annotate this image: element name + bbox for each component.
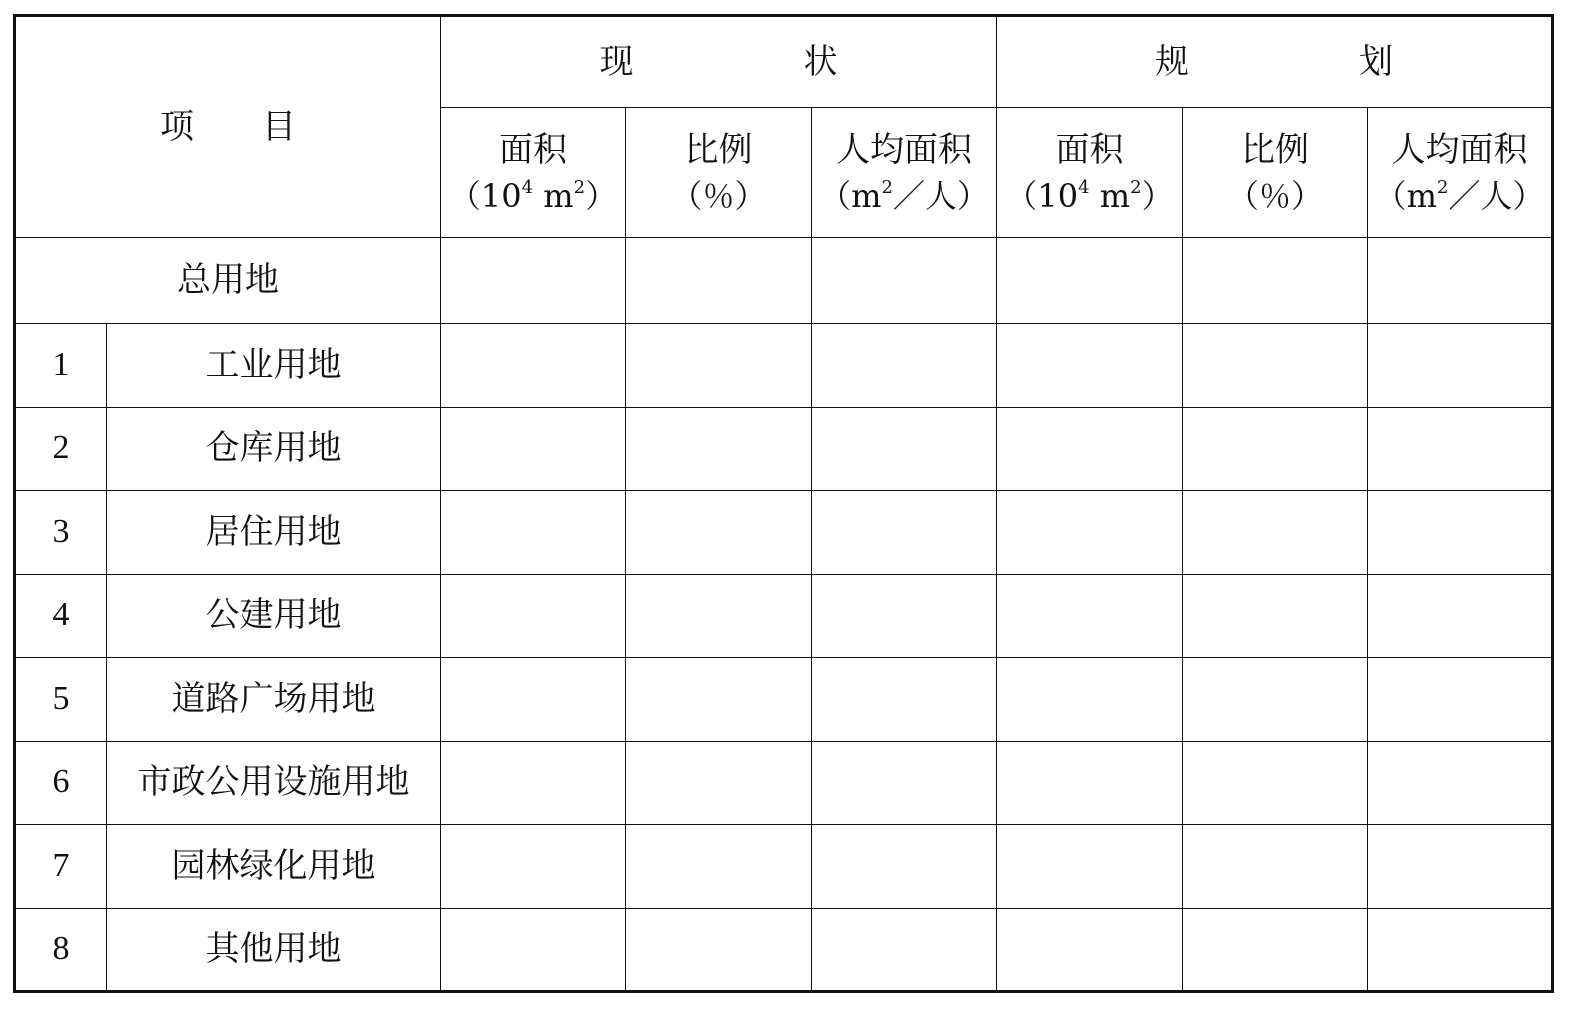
data-cell bbox=[812, 574, 997, 658]
land-use-table-container bbox=[13, 14, 1554, 993]
data-cell bbox=[441, 324, 626, 408]
data-cell bbox=[1183, 574, 1368, 658]
data-cell bbox=[441, 825, 626, 909]
total-label: 总用地 bbox=[177, 260, 279, 301]
data-cell bbox=[626, 407, 812, 491]
data-cell bbox=[626, 324, 812, 408]
header-planned-area bbox=[997, 108, 1183, 238]
row-number: 2 bbox=[15, 407, 107, 491]
data-cell bbox=[997, 825, 1183, 909]
table-row bbox=[15, 908, 1553, 992]
table-row bbox=[15, 491, 1553, 575]
data-cell bbox=[1183, 491, 1368, 575]
data-cell bbox=[441, 574, 626, 658]
row-number: 1 bbox=[15, 324, 107, 408]
data-cell bbox=[1183, 908, 1368, 992]
header-current-area bbox=[441, 108, 626, 238]
header-planned-per-capita bbox=[1368, 108, 1553, 238]
data-cell bbox=[1183, 324, 1368, 408]
header-current-per-capita bbox=[812, 108, 997, 238]
row-name: 仓库用地 bbox=[107, 407, 441, 491]
col-ratio-label: 比例 bbox=[1241, 129, 1309, 170]
data-cell bbox=[997, 491, 1183, 575]
row-name: 市政公用设施用地 bbox=[107, 741, 441, 825]
header-row-1 bbox=[15, 16, 1553, 108]
data-cell bbox=[997, 908, 1183, 992]
col-per-capita-label: 人均面积 bbox=[836, 129, 972, 170]
row-name: 其他用地 bbox=[107, 908, 441, 992]
col-per-capita-label: 人均面积 bbox=[1391, 129, 1528, 170]
row-number: 7 bbox=[15, 825, 107, 909]
data-cell bbox=[626, 658, 812, 742]
data-cell bbox=[626, 491, 812, 575]
data-cell bbox=[626, 908, 812, 992]
col-ratio-unit: （％） bbox=[1226, 176, 1323, 215]
data-cell bbox=[812, 491, 997, 575]
col-area-unit: （$10^4$ $m^2$） bbox=[448, 176, 618, 215]
data-cell bbox=[626, 238, 812, 324]
land-use-table bbox=[13, 14, 1554, 993]
col-ratio-unit: （％） bbox=[670, 176, 767, 215]
col-per-capita-unit: （$m^2/$人） bbox=[819, 176, 989, 215]
data-cell bbox=[1183, 407, 1368, 491]
data-cell bbox=[1183, 238, 1368, 324]
data-cell bbox=[441, 238, 626, 324]
table-row bbox=[15, 741, 1553, 825]
row-number: 8 bbox=[15, 908, 107, 992]
data-cell bbox=[626, 574, 812, 658]
table-row bbox=[15, 574, 1553, 658]
data-cell bbox=[1368, 908, 1553, 992]
data-cell bbox=[812, 658, 997, 742]
row-number: 6 bbox=[15, 741, 107, 825]
data-cell bbox=[997, 324, 1183, 408]
col-per-capita-unit: （$m^2/$人） bbox=[1374, 176, 1545, 215]
data-cell bbox=[626, 741, 812, 825]
data-cell bbox=[1368, 658, 1553, 742]
data-cell bbox=[812, 908, 997, 992]
data-cell bbox=[1368, 741, 1553, 825]
col-area-label: 面积 bbox=[499, 129, 567, 170]
data-cell bbox=[812, 407, 997, 491]
data-cell bbox=[441, 908, 626, 992]
data-cell bbox=[1368, 491, 1553, 575]
data-cell bbox=[1183, 825, 1368, 909]
data-cell bbox=[1368, 407, 1553, 491]
header-current-ratio bbox=[626, 108, 812, 238]
data-cell bbox=[997, 658, 1183, 742]
data-cell bbox=[812, 825, 997, 909]
row-name: 工业用地 bbox=[107, 324, 441, 408]
col-ratio-label: 比例 bbox=[684, 129, 753, 170]
data-cell bbox=[1183, 658, 1368, 742]
data-cell bbox=[441, 491, 626, 575]
table-row bbox=[15, 407, 1553, 491]
data-cell bbox=[1368, 574, 1553, 658]
header-current-cell bbox=[441, 16, 997, 108]
header-planned-cell bbox=[997, 16, 1553, 108]
row-name: 园林绿化用地 bbox=[107, 825, 441, 909]
row-number: 3 bbox=[15, 491, 107, 575]
table-row bbox=[15, 324, 1553, 408]
header-planned-label: 规 划 bbox=[1155, 41, 1393, 82]
data-cell bbox=[997, 407, 1183, 491]
data-cell bbox=[997, 238, 1183, 324]
header-item-label: 项 目 bbox=[160, 106, 296, 147]
data-cell bbox=[812, 238, 997, 324]
header-item-cell bbox=[15, 16, 441, 238]
data-cell bbox=[441, 741, 626, 825]
row-number: 5 bbox=[15, 658, 107, 742]
data-cell bbox=[1183, 741, 1368, 825]
row-name: 道路广场用地 bbox=[107, 658, 441, 742]
row-name: 公建用地 bbox=[107, 574, 441, 658]
col-area-unit: （$10^4$ $m^2$） bbox=[1005, 176, 1174, 215]
data-cell bbox=[626, 825, 812, 909]
data-cell bbox=[997, 574, 1183, 658]
row-name: 居住用地 bbox=[107, 491, 441, 575]
table-row bbox=[15, 658, 1553, 742]
header-current-label: 现 状 bbox=[599, 41, 838, 82]
data-cell bbox=[441, 658, 626, 742]
row-number: 4 bbox=[15, 574, 107, 658]
data-cell bbox=[1368, 324, 1553, 408]
data-cell bbox=[1368, 825, 1553, 909]
table-row bbox=[15, 825, 1553, 909]
total-row bbox=[15, 238, 1553, 324]
data-cell bbox=[441, 407, 626, 491]
data-cell bbox=[1368, 238, 1553, 324]
data-cell bbox=[812, 741, 997, 825]
data-cell bbox=[997, 741, 1183, 825]
total-label-cell bbox=[15, 238, 441, 324]
header-planned-ratio bbox=[1183, 108, 1368, 238]
col-area-label: 面积 bbox=[1055, 129, 1124, 170]
data-cell bbox=[812, 324, 997, 408]
